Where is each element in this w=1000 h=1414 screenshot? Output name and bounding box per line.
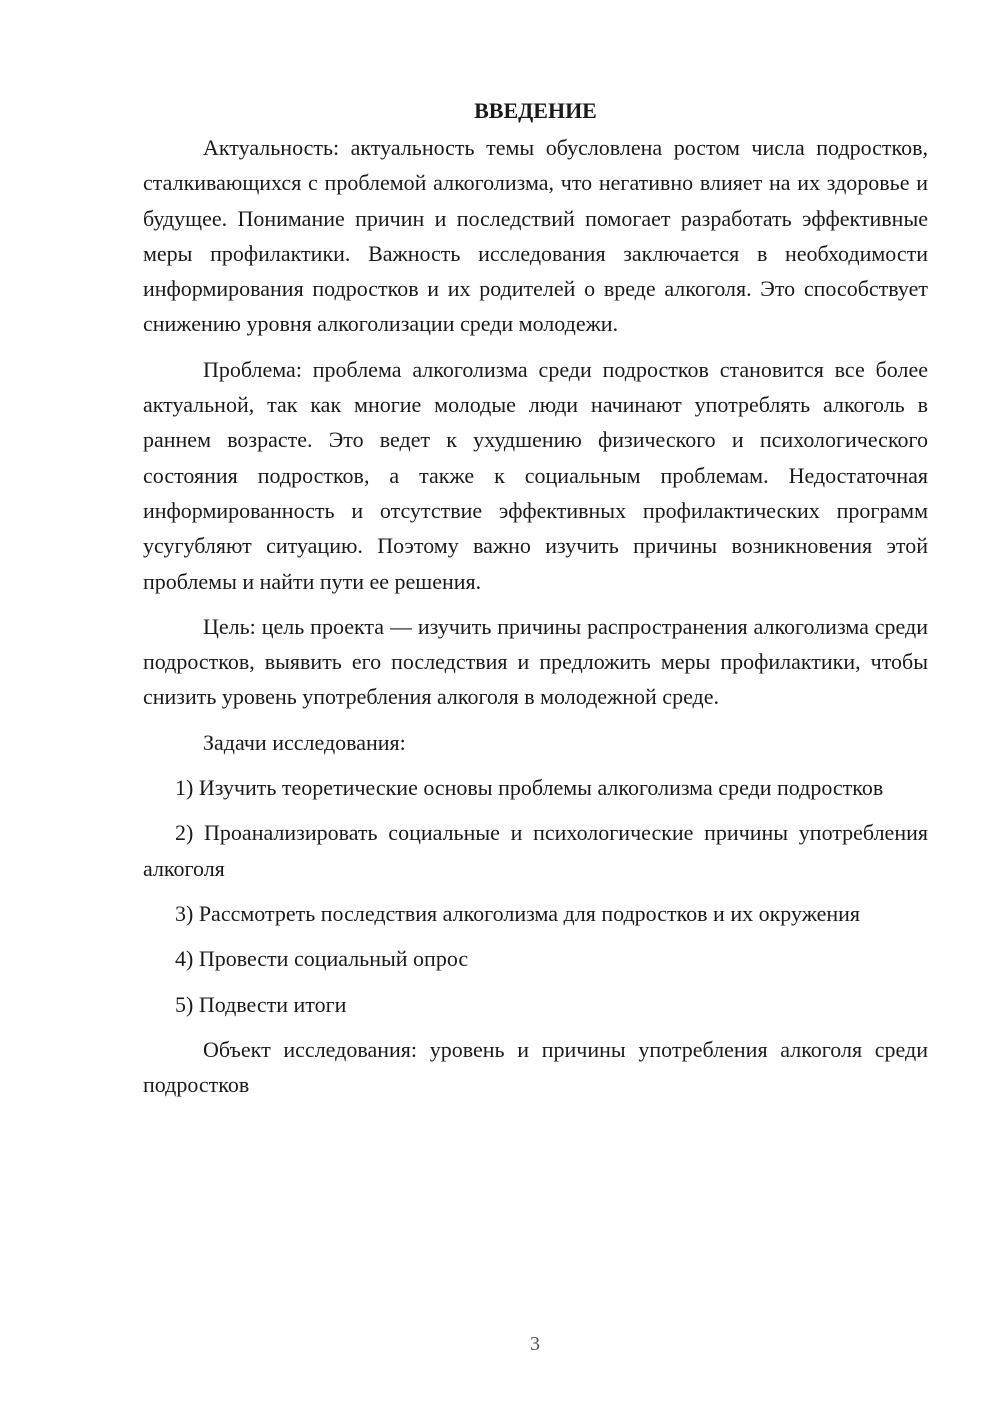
- task-item-2: 2) Проанализировать социальные и психологические причины употребления алкоголя: [143, 820, 928, 881]
- tasks-heading: Задачи исследования:: [203, 729, 406, 755]
- page-content: [143, 96, 928, 1112]
- task-item-4: 4) Провести социальный опрос: [175, 946, 469, 972]
- task-item-3: 3) Рассмотреть последствия алкоголизма для подростков и их окружения: [175, 900, 861, 926]
- task-item-1: 1) Изучить теоретические основы проблемы алкоголизма среди подростков: [175, 775, 884, 801]
- research-object-paragraph: Объект исследования: уровень и причины употребления алкоголя среди подростков: [143, 1036, 928, 1098]
- problem-paragraph: Проблема: проблема алкоголизма среди подростков становится все более актуальной, так как многие молодые люди начинают употреблять алкоголь в раннем возрасте. Это ведет к ухудшению физического и психологического состояния подростков, а также к социальным проблемам. Недостаточная информированность и отсутствие эффективных профилактических программ усугубляют ситуацию. Поэтому важно изучить причины возникновения этой проблемы и найти пути ее решения.: [143, 356, 928, 594]
- goal-paragraph: Цель: цель проекта — изучить причины распространения алкоголизма среди подростков, выявить его последствия и предложить меры профилактики, чтобы снизить уровень употребления алкоголя в молодежной среде.: [143, 613, 928, 710]
- task-item-5: 5) Подвести итоги: [175, 991, 347, 1017]
- relevance-paragraph: Актуальность: актуальность темы обусловлена ростом числа подростков, сталкивающихся с проблемой алкоголизма, что негативно влияет на их здоровье и будущее. Понимание причин и последствий помогает разработать эффективные меры профилактики. Важность исследования заключается в необходимости информирования подростков и их родителей о вреде алкоголя. Это способствует снижению уровня алкоголизации среди молодежи.: [143, 135, 928, 337]
- page-number: 3: [530, 1333, 540, 1355]
- section-title: ВВЕДЕНИЕ: [474, 98, 597, 123]
